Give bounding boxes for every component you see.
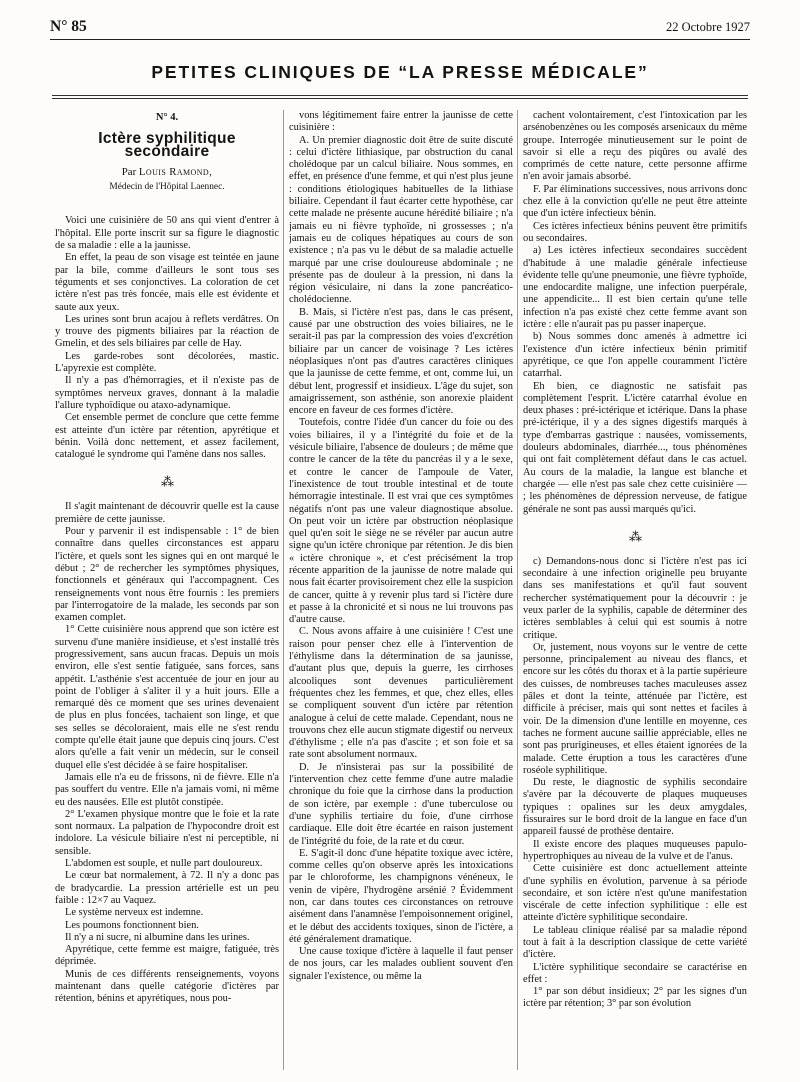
body-paragraph: En effet, la peau de son visage est teintée en jaune par la bile, comme d'ailleurs le sont tous ses téguments et ses conjonctives. La coloration de cet ictère n'est pas très foncée, mais elle est évidente et saute aux yeux. bbox=[55, 252, 279, 313]
title-rule-bottom bbox=[52, 98, 748, 99]
body-paragraph: Apyrétique, cette femme est maigre, fatiguée, très déprimée. bbox=[55, 944, 279, 968]
paragraph-group bbox=[523, 556, 747, 1011]
author-name: Louis Ramond, bbox=[138, 165, 213, 178]
body-paragraph: L'ictère syphilitique secondaire se caractérise en effet : bbox=[523, 961, 747, 985]
body-paragraph: 1° par son début insidieux; 2° par les signes d'un ictère par rétention; 3° par son évolution bbox=[523, 986, 747, 1010]
body-paragraph: B. Mais, si l'ictère n'est pas, dans le cas présent, causé par une obstruction des voies biliaires, ne le serait-il pas par la compression des voies d'excrétion biliaire par un cancer de voisinage ? Les ictères néoplasiques n'ont pas d'autres caractères cliniques que la jaunisse de cette femme, et ont, comme lui, un début lent, progressif et insidieux. L'âge du sujet, son amaigrissement, son asthénie, son anorexie plaident encore en faveur de ces formes d'ictère. bbox=[289, 306, 513, 417]
series-title: PETITES CLINIQUES DE “LA PRESSE MÉDICALE” bbox=[151, 62, 649, 82]
column-divider bbox=[517, 110, 518, 1070]
body-paragraph: Or, justement, nous voyons sur le ventre de cette personne, principalement au niveau des flancs, et encore sur les côtés du thorax et à la partie supérieure des cuisses, de nombreuses taches maculeuses assez pâles et dont la teinte, atténuée par l'ictère, est difficile à préciser, mais qui sont nettes et faciles à voir. De la dimension d'une lentille en moyenne, ces taches ne forment aucune saillie appréciable, elles ne sont pas prurigineuses, et elles étaient ignorées de la malade. Cette éruption a tous les caractères d'une roséole syphilitique. bbox=[523, 641, 747, 776]
body-paragraph: Il s'agit maintenant de découvrir quelle est la cause première de cette jaunisse. bbox=[55, 501, 279, 525]
section-separator: ⁂ bbox=[161, 474, 173, 490]
body-paragraph: D. Je n'insisterai pas sur la possibilité de l'intervention chez cette femme d'une autre maladie chronique du foie que la cirrhose dans la production de son ictère, par exemple : d'une tuberculose ou d'une syphilis tertiaire du foie, d'une cirrhose cardiaque. Elle doit être écartée en raison justement de l'intégrité du foie, de la rate et du cœur. bbox=[289, 761, 513, 847]
paragraph-group bbox=[55, 215, 279, 461]
body-paragraph: Jamais elle n'a eu de frissons, ni de fièvre. Elle n'a pas souffert du ventre. Elle n'a jamais vomi, ni même eu des nausées. Elle est plutôt constipée. bbox=[55, 771, 279, 808]
section-separator: ⁂ bbox=[629, 528, 641, 544]
body-paragraph: Du reste, le diagnostic de syphilis secondaire s'avère par la découverte de plaques muqueuses typiques : opalines sur les deux amygdales, fissuraires sur le bord droit de la langue en face d'un appareil faussé de prothèse dentaire. bbox=[523, 777, 747, 838]
body-paragraph: Les poumons fonctionnent bien. bbox=[65, 919, 199, 931]
column-divider bbox=[283, 110, 284, 1070]
author-affiliation: Médecin de l'Hôpital Laennec. bbox=[109, 182, 225, 193]
body-paragraph: L'abdomen est souple, et nulle part douloureux. bbox=[65, 858, 263, 870]
author-prefix: Par bbox=[121, 165, 137, 178]
paragraph-group bbox=[55, 501, 279, 1005]
issue-date: 22 Octobre 1927 bbox=[665, 20, 750, 34]
body-paragraph: 1° Cette cuisinière nous apprend que son ictère est survenu d'une manière insidieuse, et s'est installé très progressivement, sans aucun fracas. Depuis un mois environ, elle s'est sentie fatiguée, sans forces, sans appétit. L'asthénie s'est accentuée de jour en jour au point de l'obliger à s'aliter il y a huit jours. Elle a remarqué dès ce moment que ses urines devenaient de plus en plus foncées, tachaient son linge, et que ses selles se décoloraient, mais elle ne s'est rendu compte qu'elle était jaune que depuis cinq jours. C'est alors qu'elle a fait venir un médecin, sur le conseil duquel elle s'est décidée à se faire hospitaliser. bbox=[55, 624, 279, 771]
body-paragraph: a) Les ictères infectieux secondaires succèdent d'habitude à une maladie générale infectieuse évidente telle qu'une pneumonie, une fièvre typhoïde, une endocardite maligne, une infection puerpérale, une appendicite... Il est bien certain qu'une telle infection n'a pas existé chez cette femme avant son ictère : elle n'aurait pas pu passer inaperçue. bbox=[523, 245, 747, 331]
issue-number: N° 85 bbox=[50, 18, 87, 35]
body-paragraph: Il existe encore des plaques muqueuses papulo-hypertrophiques au niveau de la vulve et de l'anus. bbox=[523, 838, 747, 862]
paragraph-group bbox=[289, 110, 513, 983]
body-paragraph: vons légitimement faire entrer la jaunisse de cette cuisinière : bbox=[289, 110, 513, 134]
body-paragraph: Voici une cuisinière de 50 ans qui vient d'entrer à l'hôpital. Elle porte inscrit sur sa figure le diagnostic de sa maladie : elle a la jaunisse. bbox=[55, 215, 279, 252]
body-paragraph: c) Demandons-nous donc si l'ictère n'est pas ici secondaire à une infection originelle peu bruyante dans ses manifestations et qu'il faut souvent rechercher systématiquement pour la découvrir : je veux parler de la syphilis, capable de déterminer des ictères semblables à celui qui est soumis à notre critique. bbox=[523, 555, 747, 641]
body-paragraph: Pour y parvenir il est indispensable : 1° de bien connaître dans quelles circonstances est apparu l'ictère, et quels sont les signes qui en ont marqué le début ; 2° de rechercher les symptômes physiques, fonctionnels et généraux qui l'accompagnent. Ces renseignements vont nous être fournis : les premiers par l'interrogatoire de la malade, les seconds par son examen complet. bbox=[55, 526, 279, 624]
body-paragraph: Il n'y a pas d'hémorragies, et il n'existe pas de symptômes nerveux graves, donnant à la maladie l'allure typhoïdique ou ataxo-adynamique. bbox=[55, 375, 279, 411]
body-paragraph: C. Nous avons affaire à une cuisinière ! C'est une raison pour penser chez elle à l'intervention de l'éthylisme dans la détermination de sa jaunisse, d'autant plus que, depuis la guerre, les cirrhoses alcooliques sont devenues particulièrement fréquentes chez les femmes, et que, chez elles, elles se compliquent souvent d'un ictère par rétention analogue à celui de cette malade. Cependant, nous ne trouvons chez elle aucun stigmate digestif ou nerveux d'éthylisme ; elle n'a pas d'ascite ; et son foie et sa rate sont absolument normaux. bbox=[289, 626, 513, 761]
article-title: Ictère syphilitique secondaire bbox=[98, 130, 236, 160]
body-paragraph: cachent volontairement, c'est l'intoxication par les arsénobenzènes ou les composés arsenicaux du même groupe. Interrogée minutieusement sur le point de savoir si elle a reçu des piqûres ou avalé des comprimés de cette nature, cette personne affirme n'en avoir jamais absorbé. bbox=[523, 110, 747, 183]
title-rule-top bbox=[52, 95, 748, 96]
body-paragraph: Le cœur bat normalement, à 72. Il n'y a donc pas de bradycardie. La pression artérielle est un peu faible : 12×7 au Vaquez. bbox=[55, 870, 279, 906]
body-paragraph: Ces ictères infectieux bénins peuvent être primitifs ou secondaires. bbox=[523, 220, 747, 244]
body-paragraph: Il n'y a ni sucre, ni albumine dans les urines. bbox=[65, 931, 250, 943]
body-paragraph: Munis de ces différents renseignements, voyons maintenant dans quelle catégorie d'ictères par rétention, bénins et apyrétiques, nous pou- bbox=[55, 968, 279, 1005]
body-paragraph: Les garde-robes sont décolorées, mastic. L'apyrexie est complète. bbox=[55, 350, 279, 375]
body-paragraph: E. S'agit-il donc d'une hépatite toxique avec ictère, comme celles qu'on observe après les intoxications par le chloroforme, les champignons vénéneux, le venin de vipère, l'hydrogène arsénié ? Évidemment non, car dans toutes ces circonstances on retrouve aisément dans l'anamnèse l'empoisonnement originel, et le début des accidents toxiques, sinon de l'ictère, a été généralement dramatique. bbox=[289, 847, 513, 945]
page-header bbox=[50, 18, 750, 40]
body-paragraph: 2° L'examen physique montre que le foie et la rate sont normaux. La palpation de l'hypocondre droit est indolore. La vésicule biliaire n'est ni perceptible, ni sensible. bbox=[55, 808, 279, 857]
body-paragraph: Le tableau clinique réalisé par sa maladie répond tout à fait à la description classique de cette variété d'ictère. bbox=[523, 924, 747, 961]
text-column-1 bbox=[55, 110, 279, 1070]
paragraph-group bbox=[523, 110, 747, 516]
body-paragraph: Les urines sont brun acajou à reflets verdâtres. On y trouve des pigments biliaires par la réaction de Gmelin, et des sels biliaires par celle de Hay. bbox=[55, 313, 279, 350]
body-paragraph: A. Un premier diagnostic doit être de suite discuté : celui d'ictère lithiasique, par obstruction du canal cholédoque par un calcul biliaire. Nous sommes, en effet, en présence d'une femme, et qui n'est plus jeune : conditions étiologiques habituelles de la lithiase biliaire. Cependant il faut écarter cette hypothèse, car cette malade ne présente aucune hérédité biliaire ; n'a jamais eu ni fièvre typhoïde, ni grossesses ; n'a jamais eu de coliques hépatiques au cours de son existence ; n'a pas vu le début de sa maladie actuelle marqué par une crise douloureuse abdominale ; ne présente pas de douleur à la pression, ni dans la région vésiculaire, ni dans la zone pancréatico-cholédocienne. bbox=[289, 134, 513, 306]
body-paragraph: Cet ensemble permet de conclure que cette femme est atteinte d'un ictère par rétention, apyrétique et bénin. Voilà donc nettement, et assez facilement, catalogué le syndrome qui l'amène dans nos salles. bbox=[55, 412, 279, 461]
body-paragraph: Eh bien, ce diagnostic ne satisfait pas complètement l'esprit. L'ictère catarrhal évolue en deux phases : pré-ictérique et ictérique. Dans la phase pré-ictérique, il y a des signes digestifs marqués à type d'embarras gastrique : nausées, vomissements, douleurs abdominales, diarrhée..., tous phénomènes qui ont fait complètement défaut dans le cas actuel. Au cours de la maladie, la langue est blanche et chargée — elle n'est pas sale chez cette cuisinière — ; les phénomènes de dépression nerveuse, de fatigue générale ne sont pas aussi marqués qu'ici. bbox=[523, 380, 747, 515]
article-author bbox=[55, 166, 279, 178]
body-paragraph: Cette cuisinière est donc actuellement atteinte d'une syphilis en évolution, parvenue à sa période secondaire, et son ictère n'est qu'une manifestation viscérale de cette infection syphilitique : elle est atteinte d'ictère syphilitique secondaire. bbox=[523, 863, 747, 924]
body-paragraph: b) Nous sommes donc amenés à admettre ici l'existence d'un ictère infectieux bénin primitif apyrétique, ce que l'on appelle couramment l'ictère catarrhal. bbox=[523, 331, 747, 380]
text-column-3 bbox=[523, 110, 747, 1070]
body-paragraph: Le système nerveux est indemne. bbox=[65, 907, 204, 919]
text-column-2 bbox=[289, 110, 513, 1070]
body-paragraph: Toutefois, contre l'idée d'un cancer du foie ou des voies biliaires, il y a l'intégrité du foie et de la vésicule biliaire, l'absence de douleurs ; de même que contre le cancer de la tête du pancréas il y a le sexe, et contre le cancer de l'ampoule de Vater, l'inexistence de tout trouble intestinal et de toute hémorragie intestinale. Il est vrai que ces symptômes négatifs n'ont pas une valeur diagnostique absolue. On peut voir un ictère par obstruction néoplasique quel qu'en soit le siège ne se révéler par aucun autre signe qu'un ictère chronique par rétention. Je dis bien « ictère chronique », et c'est précisément la trop récente apparition de la jaunisse de notre malade qui nous fait écarter provisoirement chez elle la suspicion de cancer, quitte à y revenir plus tard si l'ictère dure et passe à la chronicité et si nous ne lui trouvons pas d'autre cause. bbox=[289, 417, 513, 626]
body-paragraph: F. Par éliminations successives, nous arrivons donc chez elle à la conviction qu'elle ne peut être atteinte que d'un ictère infectieux bénin. bbox=[523, 183, 747, 220]
article-number: N° 4. bbox=[155, 112, 179, 123]
body-paragraph: Une cause toxique d'ictère à laquelle il faut penser de nos jours, car les malades oublient souvent d'en signaler l'existence, ou même la bbox=[289, 946, 513, 982]
